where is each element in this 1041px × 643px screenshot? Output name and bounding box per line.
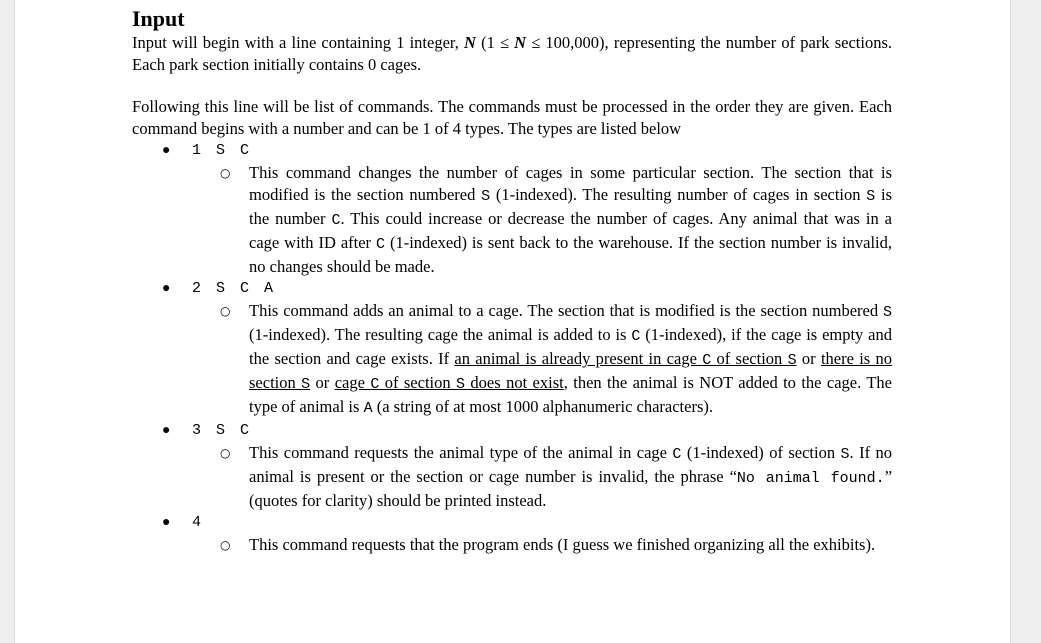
command-item-1 xyxy=(132,140,892,162)
command-item-3 xyxy=(132,420,892,442)
circle-bullet-icon: ○ xyxy=(220,446,231,460)
command-item-2 xyxy=(132,278,892,300)
command-description-1: ○ This command changes the number of cages in some particular section. The section that is modified is the section numbered S (1-indexed). The resulting number of cages in section S is the number C. This could increase or decrease the number of cages. Any animal that was in a cage with ID after C (1-indexed) is sent back to the warehouse. If the section number is invalid, no changes should be made. xyxy=(220,163,893,276)
right-scroll-area[interactable] xyxy=(1010,0,1041,643)
command-code: 3 S C xyxy=(192,422,253,439)
command-item-4 xyxy=(132,512,892,534)
command-description-3: ○ This command requests the animal type of the animal in cage C (1-indexed) of section S. If no animal is present or the section or cage number is invalid, the phrase “No animal found.” (quotes for clarity) should be printed instead. xyxy=(220,443,893,510)
bullet-icon: ● xyxy=(162,515,171,530)
left-margin xyxy=(0,0,15,643)
document-page xyxy=(132,6,892,556)
circle-bullet-icon: ○ xyxy=(220,166,231,180)
circle-bullet-icon: ○ xyxy=(220,304,231,318)
command-code: 2 S C A xyxy=(192,280,277,297)
bullet-icon: ● xyxy=(162,281,171,296)
intro-paragraph-2: Following this line will be list of commands. The commands must be processed in the order they are given. Each command begins with a number and can be 1 of 4 types. The types are listed below xyxy=(132,97,892,138)
bullet-icon: ● xyxy=(162,423,171,438)
command-description-4: ○ This command requests that the program ends (I guess we finished organizing all the exhibits). xyxy=(220,535,876,554)
command-code: 1 S C xyxy=(192,142,253,159)
circle-bullet-icon: ○ xyxy=(220,538,231,552)
intro-paragraph-1: Input will begin with a line containing 1 integer, N (1 ≤ N ≤ 100,000), representing the number of park sections. Each park section initially contains 0 cages. xyxy=(132,33,892,74)
command-description-2: ○ This command adds an animal to a cage. The section that is modified is the section numbered S (1-indexed). The resulting cage the animal is added to is C (1-indexed), if the cage is empty and the section and cage exists. If an animal is already present in cage C of section S or there is no section S or cage C of section S does not exist, then the animal is NOT added to the cage. The type of animal is A (a string of at most 1000 alphanumeric characters). xyxy=(220,301,893,417)
bullet-icon: ● xyxy=(162,143,171,158)
command-code: 4 xyxy=(192,514,205,531)
section-heading: Input xyxy=(132,6,185,31)
